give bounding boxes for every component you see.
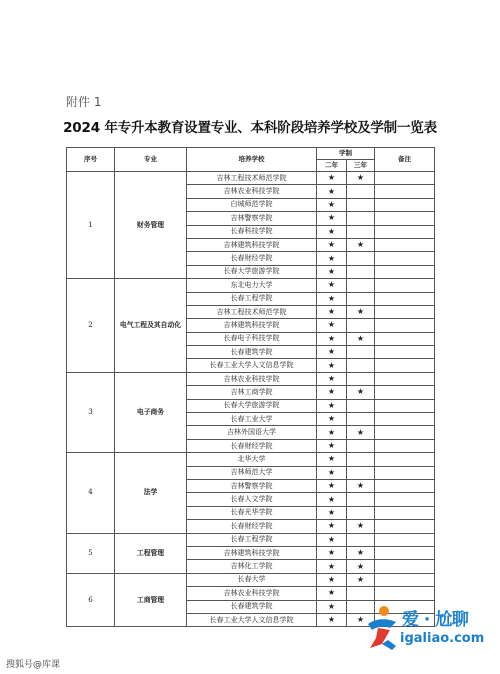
- watermark-logo-icon: [362, 604, 402, 652]
- three-year-mark: [347, 587, 375, 600]
- table-row: [67, 533, 435, 546]
- three-year-mark: ★: [347, 332, 375, 345]
- school-cell: 长春大学旅游学院: [187, 265, 317, 278]
- table-row: [67, 172, 435, 185]
- two-year-mark: ★: [317, 359, 347, 372]
- notes-cell: [375, 413, 435, 426]
- school-cell: 吉林农业科技学院: [187, 372, 317, 385]
- three-year-mark: [347, 212, 375, 225]
- watermark-name: 爱 · 尬聊: [402, 610, 469, 630]
- school-cell: 长春工业大学人文信息学院: [187, 359, 317, 372]
- notes-cell: [375, 305, 435, 318]
- attachment-label: 附件 1: [66, 95, 102, 109]
- two-year-mark: ★: [317, 399, 347, 412]
- notes-cell: [375, 319, 435, 332]
- notes-cell: [375, 520, 435, 533]
- three-year-mark: [347, 225, 375, 238]
- two-year-mark: ★: [317, 346, 347, 359]
- three-year-mark: ★: [347, 613, 375, 626]
- notes-cell: [375, 292, 435, 305]
- seq-cell: 3: [67, 372, 115, 452]
- two-year-mark: ★: [317, 466, 347, 479]
- notes-cell: [375, 546, 435, 559]
- notes-cell: [375, 212, 435, 225]
- notes-cell: [375, 493, 435, 506]
- seq-cell: 2: [67, 279, 115, 373]
- three-year-mark: ★: [347, 560, 375, 573]
- two-year-mark: ★: [317, 292, 347, 305]
- three-year-mark: [347, 413, 375, 426]
- three-year-mark: ★: [347, 520, 375, 533]
- two-year-mark: ★: [317, 198, 347, 211]
- header-duration: 学制: [317, 148, 375, 160]
- two-year-mark: ★: [317, 560, 347, 573]
- three-year-mark: [347, 453, 375, 466]
- school-cell: 吉林建筑科技学院: [187, 546, 317, 559]
- header-three-year: 三年: [347, 160, 375, 172]
- notes-cell: [375, 426, 435, 439]
- seq-cell: 4: [67, 453, 115, 533]
- watermark: [362, 604, 496, 664]
- two-year-mark: ★: [317, 225, 347, 238]
- three-year-mark: [347, 252, 375, 265]
- two-year-mark: ★: [317, 252, 347, 265]
- three-year-mark: [347, 372, 375, 385]
- header-notes: 备注: [375, 148, 435, 172]
- major-cell: 财务管理: [115, 172, 187, 279]
- three-year-mark: ★: [347, 386, 375, 399]
- two-year-mark: ★: [317, 426, 347, 439]
- school-cell: 长春工业大学: [187, 413, 317, 426]
- school-cell: 长春建筑学院: [187, 346, 317, 359]
- three-year-mark: ★: [347, 172, 375, 185]
- three-year-mark: ★: [347, 426, 375, 439]
- three-year-mark: [347, 279, 375, 292]
- three-year-mark: ★: [347, 479, 375, 492]
- school-cell: 吉林警察学院: [187, 212, 317, 225]
- notes-cell: [375, 265, 435, 278]
- two-year-mark: ★: [317, 332, 347, 345]
- school-cell: 长春财经学院: [187, 520, 317, 533]
- notes-cell: [375, 506, 435, 519]
- two-year-mark: ★: [317, 212, 347, 225]
- notes-cell: [375, 332, 435, 345]
- two-year-mark: ★: [317, 238, 347, 251]
- two-year-mark: ★: [317, 506, 347, 519]
- school-cell: 长春人文学院: [187, 493, 317, 506]
- three-year-mark: [347, 198, 375, 211]
- seq-cell: 5: [67, 533, 115, 573]
- major-cell: 电气工程及其自动化: [115, 279, 187, 373]
- notes-cell: [375, 573, 435, 586]
- school-cell: 吉林外国语大学: [187, 426, 317, 439]
- header-seq: 序号: [67, 148, 115, 172]
- school-cell: 东北电力大学: [187, 279, 317, 292]
- notes-cell: [375, 252, 435, 265]
- three-year-mark: [347, 466, 375, 479]
- two-year-mark: ★: [317, 413, 347, 426]
- three-year-mark: [347, 506, 375, 519]
- three-year-mark: [347, 399, 375, 412]
- school-cell: 长春科技学院: [187, 225, 317, 238]
- header-two-year: 二年: [317, 160, 347, 172]
- three-year-mark: [347, 359, 375, 372]
- two-year-mark: ★: [317, 453, 347, 466]
- three-year-mark: ★: [347, 238, 375, 251]
- three-year-mark: [347, 292, 375, 305]
- school-cell: 长春工业大学人文信息学院: [187, 613, 317, 626]
- school-cell: 吉林工商学院: [187, 386, 317, 399]
- school-cell: 长春电子科技学院: [187, 332, 317, 345]
- notes-cell: [375, 587, 435, 600]
- two-year-mark: ★: [317, 386, 347, 399]
- notes-cell: [375, 172, 435, 185]
- notes-cell: [375, 399, 435, 412]
- two-year-mark: ★: [317, 372, 347, 385]
- table-row: [67, 573, 435, 586]
- three-year-mark: [347, 493, 375, 506]
- notes-cell: [375, 372, 435, 385]
- three-year-mark: [347, 319, 375, 332]
- school-cell: 吉林农业科技学院: [187, 587, 317, 600]
- notes-cell: [375, 386, 435, 399]
- notes-cell: [375, 279, 435, 292]
- three-year-mark: [347, 265, 375, 278]
- three-year-mark: [347, 533, 375, 546]
- school-cell: 长春大学: [187, 573, 317, 586]
- two-year-mark: ★: [317, 319, 347, 332]
- school-cell: 长春工程学院: [187, 292, 317, 305]
- two-year-mark: ★: [317, 546, 347, 559]
- school-cell: 吉林建筑科技学院: [187, 238, 317, 251]
- two-year-mark: ★: [317, 493, 347, 506]
- table-row: [67, 372, 435, 385]
- school-cell: 吉林工程技术师范学院: [187, 305, 317, 318]
- major-cell: 电子商务: [115, 372, 187, 452]
- notes-cell: [375, 346, 435, 359]
- school-cell: 长春财经学院: [187, 439, 317, 452]
- notes-cell: [375, 359, 435, 372]
- school-cell: 长春大学旅游学院: [187, 399, 317, 412]
- two-year-mark: ★: [317, 279, 347, 292]
- two-year-mark: ★: [317, 587, 347, 600]
- two-year-mark: ★: [317, 479, 347, 492]
- two-year-mark: ★: [317, 172, 347, 185]
- table-body: [67, 172, 435, 627]
- source-label: 搜狐号@库课: [6, 660, 61, 670]
- header-school: 培养学校: [187, 148, 317, 172]
- two-year-mark: ★: [317, 520, 347, 533]
- school-cell: 吉林建筑科技学院: [187, 319, 317, 332]
- notes-cell: [375, 466, 435, 479]
- two-year-mark: ★: [317, 600, 347, 613]
- three-year-mark: [347, 185, 375, 198]
- school-cell: 吉林化工学院: [187, 560, 317, 573]
- header-major: 专业: [115, 148, 187, 172]
- major-cell: 工程管理: [115, 533, 187, 573]
- watermark-url: igaliao.com: [400, 631, 485, 646]
- notes-cell: [375, 185, 435, 198]
- school-cell: 长春工程学院: [187, 533, 317, 546]
- notes-cell: [375, 453, 435, 466]
- school-cell: 吉林农业科技学院: [187, 185, 317, 198]
- three-year-mark: ★: [347, 573, 375, 586]
- three-year-mark: [347, 346, 375, 359]
- school-cell: 吉林警察学院: [187, 479, 317, 492]
- two-year-mark: ★: [317, 533, 347, 546]
- table-row: [67, 279, 435, 292]
- school-cell: 长春光华学院: [187, 506, 317, 519]
- table-row: [67, 453, 435, 466]
- notes-cell: [375, 225, 435, 238]
- program-table: [66, 147, 435, 627]
- three-year-mark: [347, 439, 375, 452]
- two-year-mark: ★: [317, 305, 347, 318]
- notes-cell: [375, 198, 435, 211]
- school-cell: 吉林师范大学: [187, 466, 317, 479]
- notes-cell: [375, 533, 435, 546]
- school-cell: 长春建筑学院: [187, 600, 317, 613]
- major-cell: 法学: [115, 453, 187, 533]
- seq-cell: 1: [67, 172, 115, 279]
- two-year-mark: ★: [317, 613, 347, 626]
- school-cell: 长春财经学院: [187, 252, 317, 265]
- school-cell: 吉林工程技术师范学院: [187, 172, 317, 185]
- notes-cell: [375, 238, 435, 251]
- two-year-mark: ★: [317, 185, 347, 198]
- document-title: 2024 年专升本教育设置专业、本科阶段培养学校及学制一览表: [63, 120, 437, 136]
- school-cell: 北华大学: [187, 453, 317, 466]
- notes-cell: [375, 439, 435, 452]
- three-year-mark: ★: [347, 305, 375, 318]
- seq-cell: 6: [67, 573, 115, 627]
- two-year-mark: ★: [317, 265, 347, 278]
- notes-cell: [375, 560, 435, 573]
- three-year-mark: ★: [347, 546, 375, 559]
- major-cell: 工商管理: [115, 573, 187, 627]
- notes-cell: [375, 479, 435, 492]
- school-cell: 白城师范学院: [187, 198, 317, 211]
- two-year-mark: ★: [317, 573, 347, 586]
- two-year-mark: ★: [317, 439, 347, 452]
